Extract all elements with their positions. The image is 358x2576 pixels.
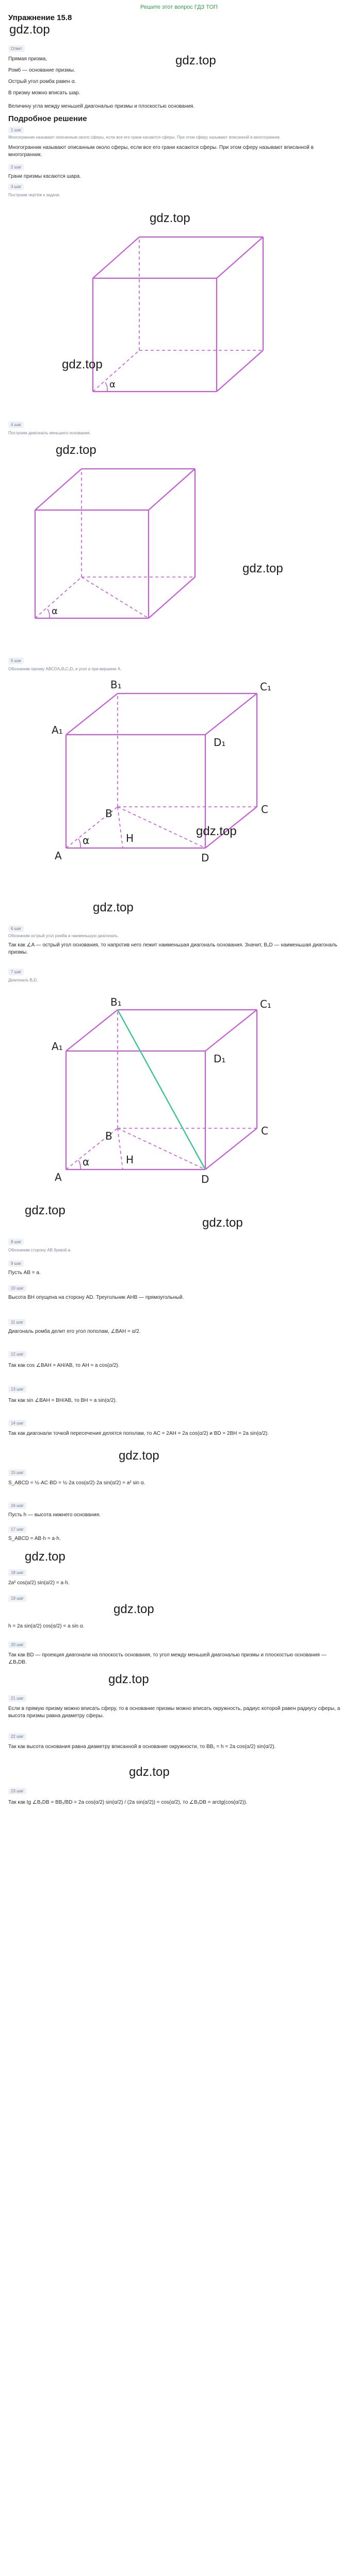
- step-tag: 16 шаг: [8, 1502, 26, 1509]
- step-5-text: Обозначим призму ABCDA₁B₁C₁D₁ и угол α при вершине A.: [8, 667, 122, 671]
- vertex-d-label: D: [201, 1173, 209, 1185]
- step-tag: 11 шаг: [8, 1319, 26, 1326]
- step-tag: 18 шаг: [8, 1569, 26, 1576]
- step-10-text: Высота BH опущена на сторону AD. Треугольник AHB — прямоугольный.: [8, 1295, 184, 1300]
- watermark: gdz.top: [93, 901, 134, 914]
- step-11-text: Диагональ ромба делит его угол пополам, ∠BAH = α/2.: [8, 1329, 141, 1334]
- watermark: gdz.top: [25, 1550, 66, 1564]
- watermark: gdz.top: [62, 358, 103, 371]
- step-6-hint: Обозначим острый угол ромба и наименьшую диагональ.: [8, 934, 119, 938]
- page-title: Упражнение 15.8: [8, 13, 72, 22]
- step-23-text: Так как tg ∠B₁DB = BB₁/BD = 2a cos(α/2) sin(α/2) / (2a sin(α/2)) = cos(α/2), то ∠B₁DB = arctg(cos(α/2)).: [8, 1800, 248, 1805]
- watermark: gdz.top: [202, 1216, 243, 1230]
- step-19-text: h = 2a sin(α/2) cos(α/2) = a sin α.: [8, 1623, 85, 1629]
- step-14-text: Так как диагонали точкой пересечения делятся пополам, то AC = 2AH = 2a cos(α/2) и BD = 2BH = 2a sin(α/2).: [8, 1431, 269, 1436]
- step-6-text: Так как ∠A — острый угол основания, то напротив него лежит наименьшая диагональ основания. Значит, B₁D — наименьшая диагональ призмы.: [8, 942, 337, 955]
- step-8-text: Обозначим сторону AB буквой a.: [8, 1248, 72, 1252]
- step-22-text: Так как высота основания равна диаметру вписанной в основание окружности, то BB₁ = h = 2a cos(α/2) sin(α/2).: [8, 1744, 276, 1750]
- step-18-text: 2a² cos(α/2) sin(α/2) = a·h.: [8, 1580, 70, 1586]
- vertex-a1-label: A₁: [52, 724, 63, 736]
- step-tag: 1 шаг: [8, 127, 24, 133]
- vertex-c-label: C: [261, 803, 268, 816]
- step-tag: 23 шаг: [8, 1788, 26, 1794]
- step-13-text: Так как sin ∠BAH = BH/AB, то BH = a sin(α/2).: [8, 1398, 117, 1403]
- vertex-c1-label: C₁: [260, 998, 271, 1010]
- vertex-a-label: A: [55, 1171, 62, 1183]
- watermark: gdz.top: [56, 443, 96, 457]
- figure-prism-labeled: [25, 678, 314, 863]
- step-tag: 22 шаг: [8, 1733, 26, 1740]
- given-line-2: Ромб — основание призмы.: [8, 67, 75, 73]
- step-tag: 20 шаг: [8, 1641, 26, 1648]
- given-line-3: Острый угол ромба равен α.: [8, 79, 76, 84]
- given-line-4: В призму можно вписать шар.: [8, 90, 80, 96]
- given-line-5: Величину угла между меньшей диагональю призмы и плоскостью основания.: [8, 104, 195, 109]
- vertex-b1-label: B₁: [110, 996, 122, 1008]
- step-text: Многогранник называют описанным около сферы, если все его грани касаются сферы. При этом сферу называют вписанной в многогранник.: [8, 135, 281, 140]
- figure-prism-1: [83, 232, 289, 407]
- given-line-1: Прямая призма,: [8, 56, 47, 62]
- step-tag: 2 шаг: [8, 164, 24, 171]
- step-12-text: Так как cos ∠BAH = AH/AB, то AH = a cos(α/2).: [8, 1363, 120, 1368]
- step-tag: 14 шаг: [8, 1420, 26, 1427]
- angle-label: α: [83, 1156, 90, 1168]
- step-tag: 9 шаг: [8, 1260, 24, 1267]
- step-tag: 10 шаг: [8, 1285, 26, 1292]
- watermark: gdz.top: [25, 1204, 66, 1217]
- step-tag: 15 шаг: [8, 1469, 26, 1476]
- watermark: gdz.top: [150, 211, 190, 225]
- angle-label: α: [83, 834, 90, 846]
- watermark: gdz.top: [9, 23, 50, 37]
- section-title: Подробное решение: [8, 114, 87, 123]
- step-2-text: Грани призмы касаются шара.: [8, 174, 81, 179]
- angle-label: α: [109, 379, 116, 390]
- watermark: gdz.top: [175, 54, 216, 67]
- vertex-b-label: B: [105, 1130, 112, 1142]
- step-3-text: Построим чертёж к задаче.: [8, 193, 61, 197]
- step-tag: 4 шаг: [8, 421, 24, 428]
- step-7-text: Диагональ B₁D.: [8, 978, 38, 982]
- step-9-text: Пусть AB = a.: [8, 1270, 41, 1276]
- point-h-label: H: [126, 1154, 134, 1166]
- step-20-text: Так как BD — проекция диагонали на плоскость основания, то угол между меньшей диагональю призмы и плоскостью основания — ∠B₁DB.: [8, 1652, 327, 1665]
- vertex-b1-label: B₁: [110, 679, 122, 691]
- point-h-label: H: [126, 832, 134, 844]
- step-tag: 8 шаг: [8, 1239, 24, 1245]
- vertex-d1-label: D₁: [214, 1053, 226, 1065]
- step-1-text: Многогранник называют описанным около сферы, если все его грани касаются сферы. При этом сферу называют вписанной в многогранник.: [8, 145, 314, 158]
- vertex-a1-label: A₁: [52, 1040, 63, 1053]
- step-tag: 19 шаг: [8, 1595, 26, 1602]
- step-tag: 13 шаг: [8, 1386, 26, 1393]
- watermark: gdz.top: [196, 824, 237, 838]
- step-tag: 5 шаг: [8, 657, 24, 664]
- step-16-text: Пусть h — высота нижнего основания.: [8, 1512, 101, 1518]
- step-tag: 7 шаг: [8, 969, 24, 975]
- watermark: gdz.top: [119, 1449, 159, 1463]
- watermark: gdz.top: [242, 562, 283, 575]
- step-tag: 17 шаг: [8, 1526, 26, 1533]
- figure-prism-2: [25, 464, 210, 634]
- vertex-c-label: C: [261, 1125, 268, 1137]
- vertex-d-label: D: [201, 852, 209, 863]
- step-tag: 3 шаг: [8, 183, 24, 190]
- vertex-a-label: A: [55, 850, 62, 862]
- step-4-text: Построим диагональ меньшего основания.: [8, 431, 91, 435]
- step-15-text: S_ABCD = ½·AC·BD = ½·2a cos(α/2)·2a sin(α/2) = a² sin α.: [8, 1480, 145, 1486]
- step-21-text: Если в прямую призму можно вписать сферу, то в основание призмы можно вписать окружность, радиус которой равен радиусу сферы, а высота призмы равна диаметру сферы.: [8, 1706, 340, 1719]
- solve-question-link[interactable]: Решите этот вопрос ГДЗ ТОП: [140, 4, 218, 10]
- step-tag: 6 шаг: [8, 925, 24, 932]
- step-tag: 12 шаг: [8, 1351, 26, 1358]
- watermark: gdz.top: [113, 1602, 154, 1616]
- vertex-b-label: B: [105, 807, 112, 820]
- watermark: gdz.top: [108, 1672, 149, 1686]
- vertex-d1-label: D₁: [214, 736, 226, 749]
- vertex-c1-label: C₁: [260, 681, 271, 693]
- answer-short-label: Ответ: [8, 45, 25, 52]
- step-tag: 21 шаг: [8, 1695, 26, 1702]
- angle-label: α: [52, 606, 58, 617]
- watermark: gdz.top: [129, 1765, 170, 1779]
- figure-prism-diagonal: [25, 994, 314, 1190]
- step-17-text: S_ABCD = AB·h = a·h.: [8, 1536, 61, 1541]
